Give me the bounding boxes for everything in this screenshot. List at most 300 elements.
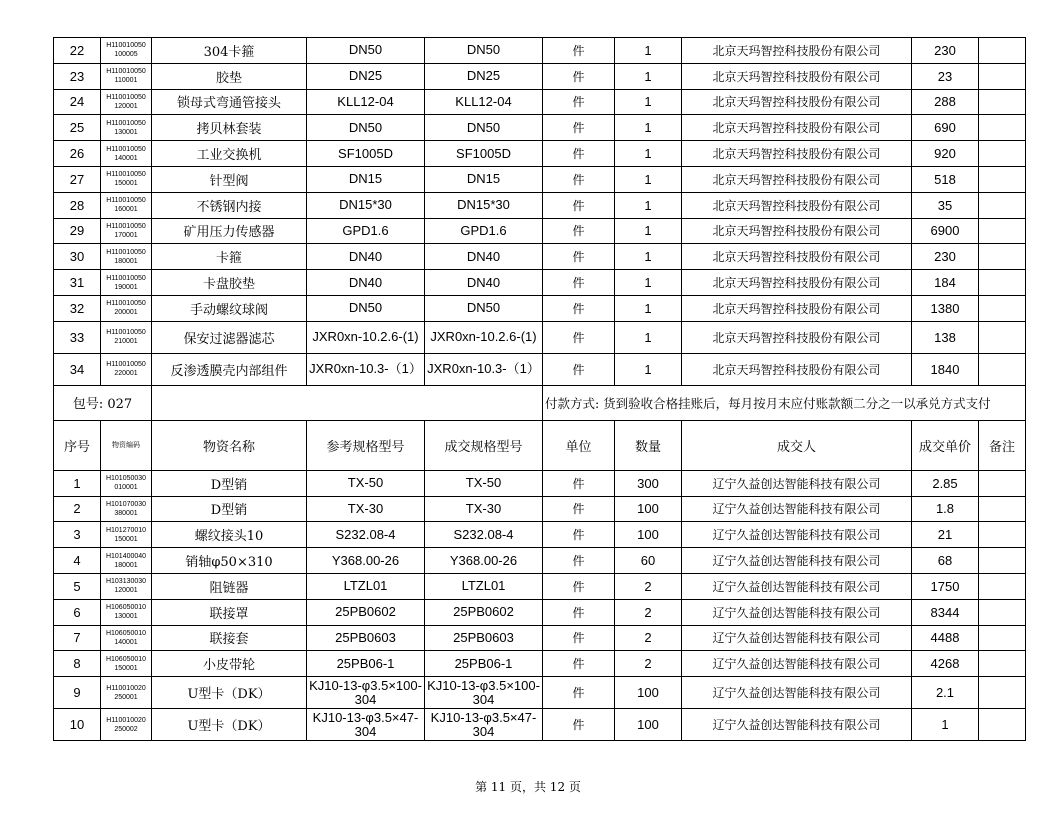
row-vendor: 辽宁久益创达智能科技有限公司 bbox=[682, 470, 912, 496]
row-remark bbox=[979, 522, 1026, 548]
row-ref-spec: DN15*30 bbox=[307, 192, 425, 218]
row-ref-spec: KLL12-04 bbox=[307, 89, 425, 115]
row-seq: 10 bbox=[54, 709, 101, 741]
row-deal-spec: DN50 bbox=[425, 38, 543, 64]
table-row bbox=[54, 270, 1026, 296]
row-seq: 9 bbox=[54, 677, 101, 709]
row-code-line1: H110010050 bbox=[106, 197, 146, 205]
row-code-line2: 160001 bbox=[114, 206, 138, 214]
row-unit: 件 bbox=[543, 166, 615, 192]
row-qty: 1 bbox=[615, 353, 682, 385]
row-seq: 2 bbox=[54, 496, 101, 522]
row-code-line1: H110010050 bbox=[106, 248, 146, 256]
row-deal-spec: JXR0xn-10.3-（1） bbox=[425, 353, 543, 385]
row-code-line2: 170001 bbox=[114, 231, 138, 239]
row-name: 拷贝林套装 bbox=[152, 115, 307, 141]
row-qty: 1 bbox=[615, 270, 682, 296]
row-vendor: 北京天玛智控科技股份有限公司 bbox=[682, 192, 912, 218]
row-vendor: 辽宁久益创达智能科技有限公司 bbox=[682, 677, 912, 709]
row-seq: 31 bbox=[54, 270, 101, 296]
row-name: 胶垫 bbox=[152, 63, 307, 89]
row-deal-spec: 25PB06-1 bbox=[425, 651, 543, 677]
row-seq: 6 bbox=[54, 599, 101, 625]
row-vendor: 辽宁久益创达智能科技有限公司 bbox=[682, 573, 912, 599]
table-row bbox=[54, 625, 1026, 651]
procurement-sheet bbox=[53, 37, 1025, 741]
table-row bbox=[54, 218, 1026, 244]
row-seq: 1 bbox=[54, 470, 101, 496]
row-remark bbox=[979, 496, 1026, 522]
table-row bbox=[54, 548, 1026, 574]
row-ref-spec: TX-50 bbox=[307, 470, 425, 496]
row-code-line1: H110010050 bbox=[106, 145, 146, 153]
table-row bbox=[54, 496, 1026, 522]
row-unit: 件 bbox=[543, 709, 615, 741]
row-code-line2: 110001 bbox=[114, 77, 138, 85]
row-ref-spec: DN15 bbox=[307, 166, 425, 192]
row-unit: 件 bbox=[543, 651, 615, 677]
row-name: 保安过滤器滤芯 bbox=[152, 321, 307, 353]
row-price: 1840 bbox=[912, 353, 979, 385]
table-row bbox=[54, 38, 1026, 64]
row-seq: 25 bbox=[54, 115, 101, 141]
row-seq: 3 bbox=[54, 522, 101, 548]
row-unit: 件 bbox=[543, 141, 615, 167]
row-vendor: 北京天玛智控科技股份有限公司 bbox=[682, 321, 912, 353]
row-remark bbox=[979, 38, 1026, 64]
row-vendor: 北京天玛智控科技股份有限公司 bbox=[682, 115, 912, 141]
table-row bbox=[54, 321, 1026, 353]
row-unit: 件 bbox=[543, 244, 615, 270]
row-seq: 24 bbox=[54, 89, 101, 115]
row-seq: 30 bbox=[54, 244, 101, 270]
row-seq: 22 bbox=[54, 38, 101, 64]
row-ref-spec: 25PB0602 bbox=[307, 599, 425, 625]
row-vendor: 辽宁久益创达智能科技有限公司 bbox=[682, 651, 912, 677]
row-name: 联接套 bbox=[152, 625, 307, 651]
row-code bbox=[101, 625, 152, 651]
row-vendor: 北京天玛智控科技股份有限公司 bbox=[682, 353, 912, 385]
row-unit: 件 bbox=[543, 522, 615, 548]
table-row bbox=[54, 353, 1026, 385]
row-price: 230 bbox=[912, 244, 979, 270]
row-code-line2: 120001 bbox=[114, 587, 138, 595]
row-qty: 1 bbox=[615, 141, 682, 167]
row-name: 针型阀 bbox=[152, 166, 307, 192]
row-ref-spec: Y368.00-26 bbox=[307, 548, 425, 574]
row-remark bbox=[979, 89, 1026, 115]
row-deal-spec: DN15*30 bbox=[425, 192, 543, 218]
row-price: 2.85 bbox=[912, 470, 979, 496]
row-ref-spec: KJ10-13-φ3.5×47-304 bbox=[307, 709, 425, 741]
row-seq: 29 bbox=[54, 218, 101, 244]
row-code-line1: H110010020 bbox=[106, 716, 146, 724]
row-code-line2: 150001 bbox=[114, 664, 138, 672]
row-code-line2: 140001 bbox=[114, 638, 138, 646]
row-qty: 1 bbox=[615, 192, 682, 218]
row-deal-spec: TX-30 bbox=[425, 496, 543, 522]
row-ref-spec: DN40 bbox=[307, 270, 425, 296]
table-row bbox=[54, 192, 1026, 218]
row-deal-spec: DN40 bbox=[425, 270, 543, 296]
row-code bbox=[101, 599, 152, 625]
header-deal-spec: 成交规格型号 bbox=[425, 420, 543, 470]
row-code-line1: H101050030 bbox=[105, 475, 147, 483]
row-price: 920 bbox=[912, 141, 979, 167]
row-price: 2.1 bbox=[912, 677, 979, 709]
row-unit: 件 bbox=[543, 573, 615, 599]
row-ref-spec: DN40 bbox=[307, 244, 425, 270]
package-026-rows bbox=[54, 38, 1026, 386]
row-qty: 100 bbox=[615, 496, 682, 522]
row-code bbox=[101, 244, 152, 270]
row-seq: 28 bbox=[54, 192, 101, 218]
row-unit: 件 bbox=[543, 295, 615, 321]
row-remark bbox=[979, 353, 1026, 385]
row-code bbox=[101, 353, 152, 385]
row-code-line2: 250002 bbox=[114, 725, 138, 733]
page-footer: 第 11 页，共 12 页 bbox=[475, 780, 581, 794]
row-deal-spec: GPD1.6 bbox=[425, 218, 543, 244]
row-remark bbox=[979, 709, 1026, 741]
row-code bbox=[101, 651, 152, 677]
row-code bbox=[101, 295, 152, 321]
row-price: 518 bbox=[912, 166, 979, 192]
row-code-line2: 100005 bbox=[114, 51, 138, 59]
row-price: 6900 bbox=[912, 218, 979, 244]
payment-terms: 付款方式: 货到验收合格挂账后，每月按月末应付账款额二分之一以承兑方式支付 bbox=[543, 385, 1026, 420]
row-code-line1: H101270010 bbox=[105, 526, 147, 534]
row-unit: 件 bbox=[543, 496, 615, 522]
package-027-rows bbox=[54, 470, 1026, 740]
row-code-line2: 250001 bbox=[114, 693, 138, 701]
row-price: 1750 bbox=[912, 573, 979, 599]
header-price: 成交单价 bbox=[912, 420, 979, 470]
row-name: 锁母式弯通管接头 bbox=[152, 89, 307, 115]
row-ref-spec: JXR0xn-10.3-（1） bbox=[307, 353, 425, 385]
row-unit: 件 bbox=[543, 63, 615, 89]
row-price: 21 bbox=[912, 522, 979, 548]
row-code bbox=[101, 573, 152, 599]
row-seq: 34 bbox=[54, 353, 101, 385]
row-vendor: 辽宁久益创达智能科技有限公司 bbox=[682, 548, 912, 574]
row-vendor: 辽宁久益创达智能科技有限公司 bbox=[682, 496, 912, 522]
row-vendor: 北京天玛智控科技股份有限公司 bbox=[682, 89, 912, 115]
row-code-line1: H110010050 bbox=[106, 300, 146, 308]
row-code bbox=[101, 522, 152, 548]
row-ref-spec: JXR0xn-10.2.6-(1) bbox=[307, 321, 425, 353]
row-code bbox=[101, 115, 152, 141]
row-code-line2: 150001 bbox=[114, 535, 138, 543]
row-ref-spec: 25PB0603 bbox=[307, 625, 425, 651]
row-deal-spec: LTZL01 bbox=[425, 573, 543, 599]
table-row bbox=[54, 63, 1026, 89]
header-qty: 数量 bbox=[615, 420, 682, 470]
row-name: 矿用压力传感器 bbox=[152, 218, 307, 244]
row-vendor: 辽宁久益创达智能科技有限公司 bbox=[682, 522, 912, 548]
row-ref-spec: SF1005D bbox=[307, 141, 425, 167]
row-code-line2: 150001 bbox=[114, 180, 138, 188]
row-code-line2: 180001 bbox=[114, 561, 138, 569]
row-remark bbox=[979, 270, 1026, 296]
row-code bbox=[101, 321, 152, 353]
row-code-line1: H110010020 bbox=[106, 684, 146, 692]
row-remark bbox=[979, 141, 1026, 167]
row-code-line2: 010001 bbox=[114, 484, 138, 492]
row-code-line1: H110010050 bbox=[106, 93, 146, 101]
row-vendor: 北京天玛智控科技股份有限公司 bbox=[682, 141, 912, 167]
table-row bbox=[54, 115, 1026, 141]
row-code-line1: H106050010 bbox=[105, 604, 147, 612]
row-qty: 1 bbox=[615, 295, 682, 321]
row-code bbox=[101, 192, 152, 218]
row-unit: 件 bbox=[543, 321, 615, 353]
row-vendor: 辽宁久益创达智能科技有限公司 bbox=[682, 599, 912, 625]
row-unit: 件 bbox=[543, 270, 615, 296]
row-qty: 2 bbox=[615, 625, 682, 651]
row-vendor: 北京天玛智控科技股份有限公司 bbox=[682, 38, 912, 64]
row-code bbox=[101, 270, 152, 296]
table-row bbox=[54, 89, 1026, 115]
row-remark bbox=[979, 218, 1026, 244]
row-unit: 件 bbox=[543, 548, 615, 574]
table-row bbox=[54, 573, 1026, 599]
row-qty: 1 bbox=[615, 38, 682, 64]
row-code-line1: H101400040 bbox=[105, 552, 147, 560]
row-price: 690 bbox=[912, 115, 979, 141]
row-name: 手动螺纹球阀 bbox=[152, 295, 307, 321]
header-seq: 序号 bbox=[54, 420, 101, 470]
header-ref-spec: 参考规格型号 bbox=[307, 420, 425, 470]
header-vendor: 成交人 bbox=[682, 420, 912, 470]
row-deal-spec: DN50 bbox=[425, 295, 543, 321]
row-vendor: 北京天玛智控科技股份有限公司 bbox=[682, 295, 912, 321]
row-seq: 4 bbox=[54, 548, 101, 574]
row-deal-spec: Y368.00-26 bbox=[425, 548, 543, 574]
row-qty: 1 bbox=[615, 89, 682, 115]
row-deal-spec: SF1005D bbox=[425, 141, 543, 167]
row-remark bbox=[979, 573, 1026, 599]
row-remark bbox=[979, 625, 1026, 651]
row-qty: 100 bbox=[615, 522, 682, 548]
row-deal-spec: DN40 bbox=[425, 244, 543, 270]
table-row bbox=[54, 677, 1026, 709]
row-remark bbox=[979, 651, 1026, 677]
row-code-line1: H110010050 bbox=[106, 329, 146, 337]
row-seq: 26 bbox=[54, 141, 101, 167]
row-name: U型卡（DK） bbox=[152, 677, 307, 709]
row-seq: 27 bbox=[54, 166, 101, 192]
row-deal-spec: DN25 bbox=[425, 63, 543, 89]
row-name: 小皮带轮 bbox=[152, 651, 307, 677]
row-code-line1: H110010050 bbox=[106, 222, 146, 230]
row-ref-spec: DN50 bbox=[307, 115, 425, 141]
row-remark bbox=[979, 192, 1026, 218]
row-deal-spec: DN50 bbox=[425, 115, 543, 141]
row-code bbox=[101, 677, 152, 709]
row-unit: 件 bbox=[543, 625, 615, 651]
row-name: 反渗透膜壳内部组件 bbox=[152, 353, 307, 385]
row-unit: 件 bbox=[543, 192, 615, 218]
row-name: U型卡（DK） bbox=[152, 709, 307, 741]
row-remark bbox=[979, 166, 1026, 192]
row-unit: 件 bbox=[543, 677, 615, 709]
table-row bbox=[54, 599, 1026, 625]
row-code-line2: 210001 bbox=[114, 338, 138, 346]
row-code bbox=[101, 709, 152, 741]
row-qty: 300 bbox=[615, 470, 682, 496]
row-qty: 2 bbox=[615, 573, 682, 599]
row-name: 螺纹接头10 bbox=[152, 522, 307, 548]
header-remark: 备注 bbox=[979, 420, 1026, 470]
row-ref-spec: S232.08-4 bbox=[307, 522, 425, 548]
row-qty: 60 bbox=[615, 548, 682, 574]
row-code bbox=[101, 496, 152, 522]
table-row bbox=[54, 141, 1026, 167]
row-qty: 1 bbox=[615, 166, 682, 192]
row-unit: 件 bbox=[543, 353, 615, 385]
header-unit: 单位 bbox=[543, 420, 615, 470]
row-seq: 7 bbox=[54, 625, 101, 651]
row-seq: 23 bbox=[54, 63, 101, 89]
items-table bbox=[53, 37, 1026, 741]
row-seq: 5 bbox=[54, 573, 101, 599]
row-qty: 1 bbox=[615, 244, 682, 270]
row-ref-spec: 25PB06-1 bbox=[307, 651, 425, 677]
package-blank bbox=[152, 385, 543, 420]
row-price: 23 bbox=[912, 63, 979, 89]
row-deal-spec: JXR0xn-10.2.6-(1) bbox=[425, 321, 543, 353]
row-remark bbox=[979, 599, 1026, 625]
row-vendor: 北京天玛智控科技股份有限公司 bbox=[682, 166, 912, 192]
row-name: 联接罩 bbox=[152, 599, 307, 625]
row-price: 184 bbox=[912, 270, 979, 296]
row-code-line2: 140001 bbox=[114, 154, 138, 162]
row-code-line2: 220001 bbox=[114, 370, 138, 378]
row-remark bbox=[979, 677, 1026, 709]
row-unit: 件 bbox=[543, 470, 615, 496]
row-ref-spec: DN25 bbox=[307, 63, 425, 89]
table-row bbox=[54, 522, 1026, 548]
row-unit: 件 bbox=[543, 115, 615, 141]
row-code-line1: H106050010 bbox=[105, 629, 147, 637]
row-code-line1: H110010050 bbox=[106, 119, 146, 127]
row-deal-spec: S232.08-4 bbox=[425, 522, 543, 548]
row-deal-spec: 25PB0602 bbox=[425, 599, 543, 625]
row-name: 工业交换机 bbox=[152, 141, 307, 167]
row-code-line1: H110010050 bbox=[106, 274, 146, 282]
row-unit: 件 bbox=[543, 599, 615, 625]
row-vendor: 北京天玛智控科技股份有限公司 bbox=[682, 63, 912, 89]
row-code-line1: H103130030 bbox=[105, 578, 147, 586]
row-remark bbox=[979, 548, 1026, 574]
row-remark bbox=[979, 63, 1026, 89]
row-name: D型销 bbox=[152, 470, 307, 496]
row-price: 4268 bbox=[912, 651, 979, 677]
header-name: 物资名称 bbox=[152, 420, 307, 470]
row-name: 卡盘胶垫 bbox=[152, 270, 307, 296]
row-vendor: 北京天玛智控科技股份有限公司 bbox=[682, 218, 912, 244]
row-price: 35 bbox=[912, 192, 979, 218]
row-ref-spec: DN50 bbox=[307, 38, 425, 64]
row-deal-spec: KLL12-04 bbox=[425, 89, 543, 115]
row-code-line1: H110010050 bbox=[106, 361, 146, 369]
row-ref-spec: GPD1.6 bbox=[307, 218, 425, 244]
row-qty: 100 bbox=[615, 709, 682, 741]
row-ref-spec: DN50 bbox=[307, 295, 425, 321]
row-seq: 32 bbox=[54, 295, 101, 321]
header-code: 物资编码 bbox=[101, 420, 152, 470]
row-code-line1: H110010050 bbox=[106, 171, 146, 179]
row-name: 304卡箍 bbox=[152, 38, 307, 64]
row-unit: 件 bbox=[543, 38, 615, 64]
row-qty: 1 bbox=[615, 63, 682, 89]
table-row bbox=[54, 470, 1026, 496]
row-qty: 100 bbox=[615, 677, 682, 709]
row-price: 1380 bbox=[912, 295, 979, 321]
row-deal-spec: KJ10-13-φ3.5×47-304 bbox=[425, 709, 543, 741]
row-price: 4488 bbox=[912, 625, 979, 651]
row-code-line1: H106050010 bbox=[105, 655, 147, 663]
row-code bbox=[101, 38, 152, 64]
row-code bbox=[101, 218, 152, 244]
table-row bbox=[54, 244, 1026, 270]
row-remark bbox=[979, 115, 1026, 141]
row-price: 8344 bbox=[912, 599, 979, 625]
table-row bbox=[54, 709, 1026, 741]
row-code-line1: H110010050 bbox=[106, 68, 146, 76]
row-code-line1: H110010050 bbox=[106, 42, 146, 50]
row-name: 阻链器 bbox=[152, 573, 307, 599]
row-price: 1.8 bbox=[912, 496, 979, 522]
row-ref-spec: TX-30 bbox=[307, 496, 425, 522]
row-code-line2: 380001 bbox=[114, 509, 138, 517]
row-code-line2: 130001 bbox=[114, 613, 138, 621]
row-seq: 8 bbox=[54, 651, 101, 677]
row-ref-spec: KJ10-13-φ3.5×100-304 bbox=[307, 677, 425, 709]
row-name: 销轴φ50×310 bbox=[152, 548, 307, 574]
row-code bbox=[101, 63, 152, 89]
row-qty: 1 bbox=[615, 321, 682, 353]
table-row bbox=[54, 295, 1026, 321]
row-code-line2: 130001 bbox=[114, 128, 138, 136]
row-code bbox=[101, 89, 152, 115]
row-vendor: 辽宁久益创达智能科技有限公司 bbox=[682, 709, 912, 741]
row-price: 1 bbox=[912, 709, 979, 741]
row-remark bbox=[979, 244, 1026, 270]
table-row bbox=[54, 651, 1026, 677]
row-remark bbox=[979, 321, 1026, 353]
row-price: 138 bbox=[912, 321, 979, 353]
row-code-line2: 180001 bbox=[114, 257, 138, 265]
row-qty: 1 bbox=[615, 115, 682, 141]
row-code bbox=[101, 141, 152, 167]
row-deal-spec: DN15 bbox=[425, 166, 543, 192]
row-ref-spec: LTZL01 bbox=[307, 573, 425, 599]
row-remark bbox=[979, 295, 1026, 321]
row-qty: 2 bbox=[615, 651, 682, 677]
package-number: 包号: 027 bbox=[54, 385, 152, 420]
row-remark bbox=[979, 470, 1026, 496]
row-vendor: 北京天玛智控科技股份有限公司 bbox=[682, 270, 912, 296]
package-info-row bbox=[54, 385, 1026, 420]
row-name: 不锈钢内接 bbox=[152, 192, 307, 218]
column-header-row bbox=[54, 420, 1026, 470]
row-code-line2: 200001 bbox=[114, 309, 138, 317]
row-seq: 33 bbox=[54, 321, 101, 353]
row-deal-spec: KJ10-13-φ3.5×100-304 bbox=[425, 677, 543, 709]
row-price: 230 bbox=[912, 38, 979, 64]
